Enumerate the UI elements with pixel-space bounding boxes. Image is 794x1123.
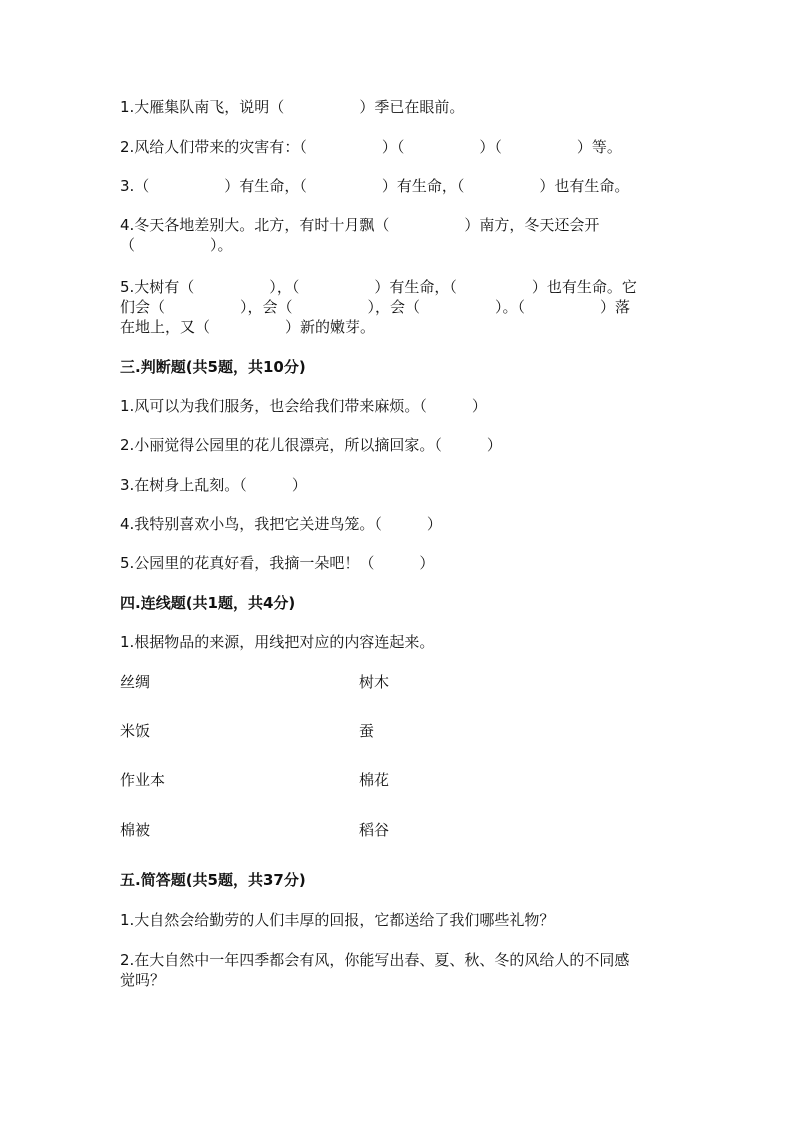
section-heading-judge: 三.判断题(共5题，共10分) bbox=[120, 358, 306, 376]
match-right-item: 蚕 bbox=[359, 722, 375, 740]
match-right-item: 稻谷 bbox=[359, 821, 390, 839]
fill-question-5-line-2: 们会（ ），会（ ），会（ ）。（ ）落 bbox=[120, 298, 631, 316]
section-heading-short-answer: 五.简答题(共5题，共37分) bbox=[120, 871, 306, 889]
fill-question-3: 3.（ ）有生命，（ ）有生命，（ ）也有生命。 bbox=[120, 177, 630, 195]
match-right-item: 棉花 bbox=[359, 771, 390, 789]
judge-item: 5.公园里的花真好看，我摘一朵吧！（ ） bbox=[120, 554, 435, 572]
short-answer-question-2-line-2: 觉吗？ bbox=[120, 971, 166, 989]
judge-item: 4.我特别喜欢小鸟，我把它关进鸟笼。（ ） bbox=[120, 515, 442, 533]
fill-question-5-line-1: 5.大树有（ ），（ ）有生命，（ ）也有生命。它 bbox=[120, 278, 637, 296]
section-heading-match: 四.连线题(共1题，共4分) bbox=[120, 594, 296, 612]
short-answer-question-1: 1.大自然会给勤劳的人们丰厚的回报，它都送给了我们哪些礼物？ bbox=[120, 911, 555, 929]
fill-question-2: 2.风给人们带来的灾害有：（ ）（ ）（ ）等。 bbox=[120, 138, 622, 156]
fill-question-4-line-1: 4.冬天各地差别大。北方，有时十月飘（ ）南方，冬天还会开 bbox=[120, 216, 600, 234]
judge-item: 3.在树身上乱刻。（ ） bbox=[120, 476, 307, 494]
fill-question-5-line-3: 在地上，又（ ）新的嫩芽。 bbox=[120, 318, 376, 336]
short-answer-question-2-line-1: 2.在大自然中一年四季都会有风，你能写出春、夏、秋、冬的风给人的不同感 bbox=[120, 951, 630, 969]
match-right-item: 树木 bbox=[359, 673, 390, 691]
fill-question-4-line-2: （ ）。 bbox=[120, 236, 233, 254]
match-instruction: 1.根据物品的来源，用线把对应的内容连起来。 bbox=[120, 633, 435, 651]
fill-question-1: 1.大雁集队南飞，说明（ ）季已在眼前。 bbox=[120, 98, 465, 116]
judge-item: 1.风可以为我们服务，也会给我们带来麻烦。（ ） bbox=[120, 397, 487, 415]
match-left-item: 米饭 bbox=[120, 722, 151, 740]
judge-item: 2.小丽觉得公园里的花儿很漂亮，所以摘回家。（ ） bbox=[120, 436, 502, 454]
match-left-item: 棉被 bbox=[120, 821, 151, 839]
match-left-item: 丝绸 bbox=[120, 673, 151, 691]
match-left-item: 作业本 bbox=[120, 771, 166, 789]
